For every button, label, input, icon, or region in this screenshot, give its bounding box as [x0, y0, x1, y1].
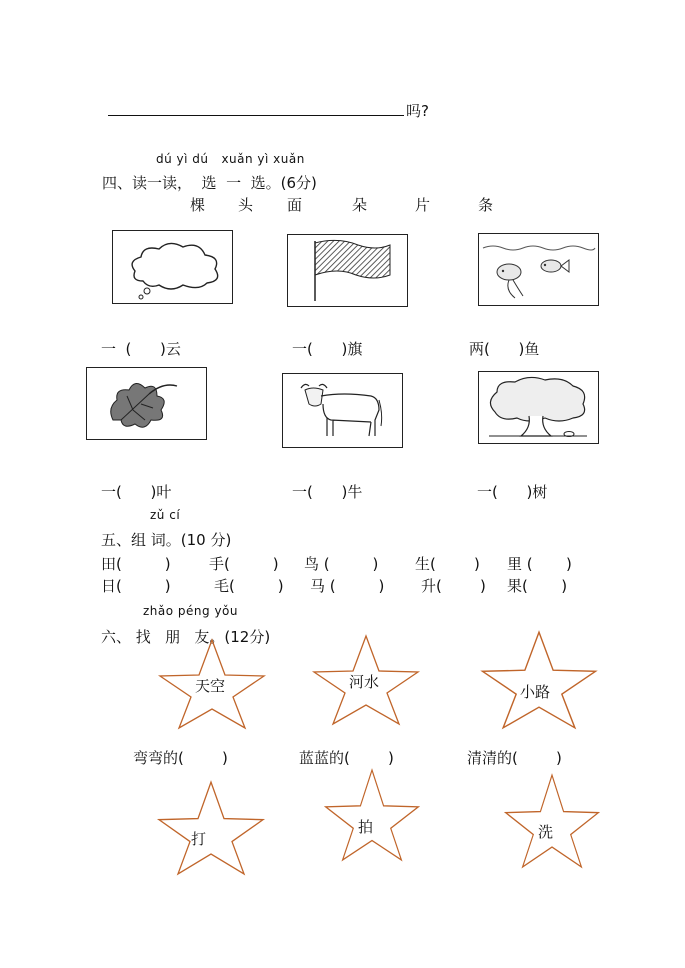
s4-word-5: 片	[415, 196, 431, 214]
s5-r2-c4: 升( )	[421, 577, 486, 595]
flag-icon	[288, 235, 407, 306]
star-label-6: 洗	[538, 823, 554, 841]
s4-word-2: 头	[238, 196, 254, 214]
leaf-picture	[86, 367, 207, 440]
measure-tree: 一( )树	[477, 483, 548, 501]
tree-icon	[479, 372, 598, 443]
s5-r2-c5: 果( )	[507, 577, 568, 595]
s5-r1-c2: 手( )	[209, 555, 279, 573]
star-label-4: 打	[191, 830, 207, 848]
measure-cloud: 一 ( )云	[101, 340, 181, 358]
star-label-5: 拍	[358, 818, 374, 836]
phrase-2: 蓝蓝的( )	[299, 749, 394, 767]
s5-r1-c1: 田( )	[101, 555, 171, 573]
fish-picture	[478, 233, 599, 306]
star-label-2: 河水	[349, 673, 380, 691]
measure-cow: 一( )牛	[292, 483, 363, 501]
s6-pinyin: zhǎo péng yǒu	[143, 604, 238, 618]
cow-picture	[282, 373, 403, 448]
s5-r2-c3: 马 ( )	[310, 577, 385, 595]
phrase-1: 弯弯的( )	[133, 749, 228, 767]
star-label-1: 天空	[195, 677, 226, 695]
fish-icon	[479, 234, 598, 305]
s5-pinyin: zǔ cí	[150, 508, 181, 522]
star-shape-3	[478, 630, 600, 730]
s5-r1-c5: 里 ( )	[507, 555, 572, 573]
s4-word-6: 条	[478, 196, 494, 214]
measure-fish: 两( )鱼	[469, 340, 540, 358]
cloud-icon	[113, 231, 232, 303]
s4-word-4: 朵	[352, 196, 368, 214]
star-shape-5	[323, 768, 421, 862]
star-shape-4	[156, 780, 266, 876]
cow-icon	[283, 374, 402, 447]
s5-r2-c2: 毛( )	[214, 577, 284, 595]
cloud-picture	[112, 230, 233, 304]
answer-line	[108, 115, 404, 116]
s4-word-3: 面	[287, 196, 303, 214]
leaf-icon	[87, 368, 206, 439]
s5-r1-c3: 鸟 ( )	[304, 555, 379, 573]
s5-title: 五、组 词。(10 分)	[101, 531, 232, 549]
measure-leaf: 一( )叶	[101, 483, 172, 501]
s5-r2-c1: 日( )	[101, 577, 171, 595]
question-tail: 吗?	[406, 102, 429, 120]
tree-picture	[478, 371, 599, 444]
flag-picture	[287, 234, 408, 307]
s4-word-1: 棵	[190, 196, 206, 214]
phrase-3: 清清的( )	[467, 749, 562, 767]
s4-pinyin: dú yì dú xuǎn yì xuǎn	[156, 152, 305, 166]
s6-title: 六、 找 朋 友。(12分)	[101, 628, 271, 646]
s4-title: 四、读一读， 选 一 选。(6分)	[102, 174, 317, 192]
measure-flag: 一( )旗	[292, 340, 363, 358]
star-label-3: 小路	[520, 683, 551, 701]
s5-r1-c4: 生( )	[415, 555, 480, 573]
